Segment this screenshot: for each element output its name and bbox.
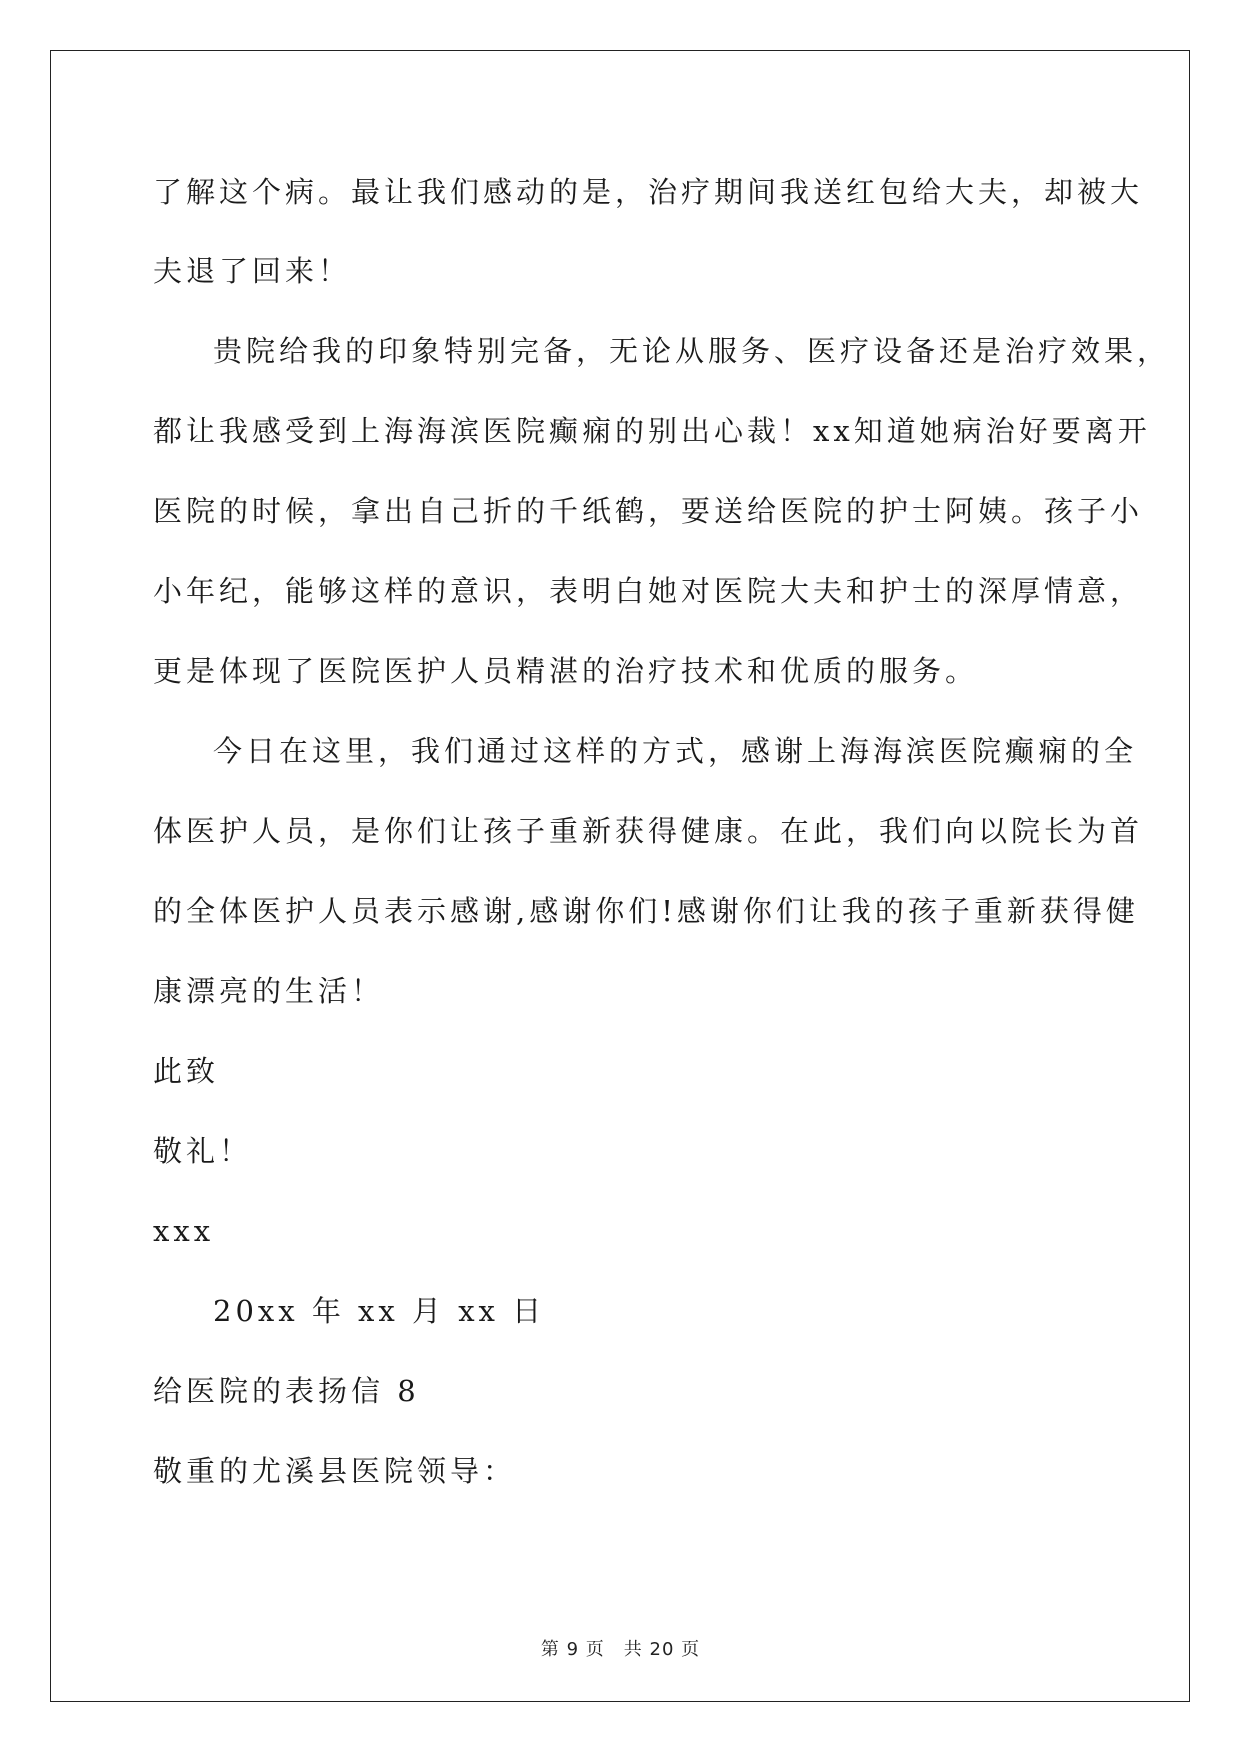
body-line: 体医护人员，是你们让孩子重新获得健康。在此，我们向以院长为首 [153, 814, 1144, 848]
letter-heading: 给医院的表扬信 8 [153, 1374, 420, 1408]
signature: xxx [153, 1214, 215, 1248]
closing-salutation: 此致 [153, 1054, 220, 1088]
body-line: 更是体现了医院医护人员精湛的治疗技术和优质的服务。 [153, 654, 979, 688]
paragraph-start-line: 贵院给我的印象特别完备，无论从服务、医疗设备还是治疗效果， [213, 334, 1171, 368]
date-line: 20xx 年 xx 月 xx 日 [213, 1294, 546, 1328]
body-line: 的全体医护人员表示感谢,感谢你们!感谢你们让我的孩子重新获得健 [153, 894, 1139, 928]
body-line: 夫退了回来！ [153, 254, 352, 288]
body-line: 医院的时候，拿出自己折的千纸鹤，要送给医院的护士阿姨。孩子小 [153, 494, 1144, 528]
paragraph-start-line: 今日在这里，我们通过这样的方式，感谢上海海滨医院癫痫的全 [213, 734, 1138, 768]
body-line: 康漂亮的生活！ [153, 974, 385, 1008]
body-line: 都让我感受到上海海滨医院癫痫的别出心裁！xx知道她病治好要离开 [153, 414, 1151, 448]
page-number: 第 9 页 共 20 页 [540, 1639, 701, 1660]
closing-regards: 敬礼！ [153, 1134, 253, 1168]
body-line: 小年纪，能够这样的意识，表明白她对医院大夫和护士的深厚情意， [153, 574, 1144, 608]
body-line: 了解这个病。最让我们感动的是，治疗期间我送红包给大夫，却被大 [153, 175, 1144, 209]
greeting-line: 敬重的尤溪县医院领导： [153, 1454, 517, 1488]
